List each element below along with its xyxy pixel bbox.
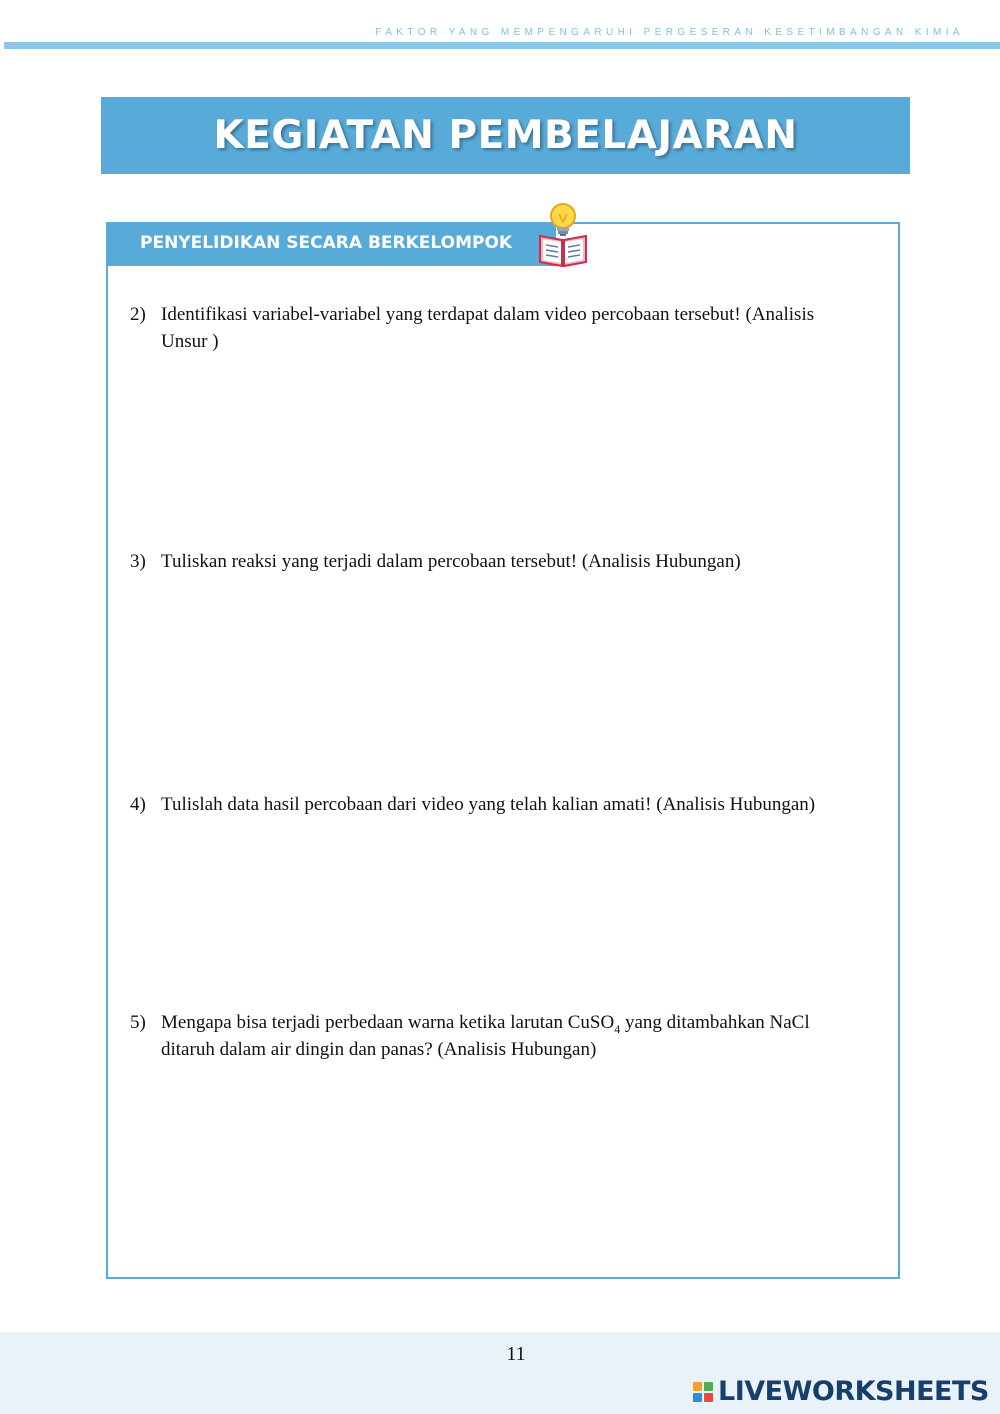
question-number: 4)	[130, 794, 146, 815]
page-number: 11	[506, 1343, 526, 1365]
question-item	[130, 792, 865, 819]
section-title: PENYELIDIKAN SECARA BERKELOMPOK	[140, 233, 513, 253]
question-text-before: Mengapa bisa terjadi perbedaan warna ketika larutan CuSO	[161, 1012, 615, 1033]
chemical-subscript: 4	[614, 1021, 621, 1036]
question-text: Tuliskan reaksi yang terjadi dalam percobaan tersebut! (Analisis Hubungan)	[161, 551, 741, 572]
logo-grid-icon	[693, 1382, 713, 1402]
running-header: FAKTOR YANG MEMPENGARUHI PERGESERAN KESETIMBANGAN KIMIA	[375, 27, 964, 38]
header-rule	[4, 42, 1000, 49]
question-number: 3)	[130, 551, 146, 572]
content-box	[106, 222, 900, 1279]
page-title: KEGIATAN PEMBELAJARAN	[213, 113, 798, 158]
question-item	[130, 302, 865, 355]
section-tab	[108, 224, 556, 266]
question-text: Identifikasi variabel-variabel yang terdapat dalam video percobaan tersebut! (Analisis Unsur )	[161, 304, 815, 352]
question-number: 5)	[130, 1012, 146, 1033]
title-banner	[101, 97, 910, 174]
brand-name: LIVEWORKSHEETS	[718, 1376, 989, 1407]
liveworksheets-logo[interactable]	[693, 1376, 989, 1407]
book-bulb-icon	[534, 200, 592, 270]
question-text: Tulislah data hasil percobaan dari video yang telah kalian amati! (Analisis Hubungan)	[161, 794, 816, 815]
question-text	[161, 1010, 865, 1063]
question-item	[130, 549, 865, 576]
question-text-after: yang ditambahkan NaCl ditaruh dalam air dingin dan panas? (Analisis Hubungan)	[161, 1012, 810, 1060]
question-number: 2)	[130, 304, 146, 325]
question-item	[130, 1010, 865, 1063]
